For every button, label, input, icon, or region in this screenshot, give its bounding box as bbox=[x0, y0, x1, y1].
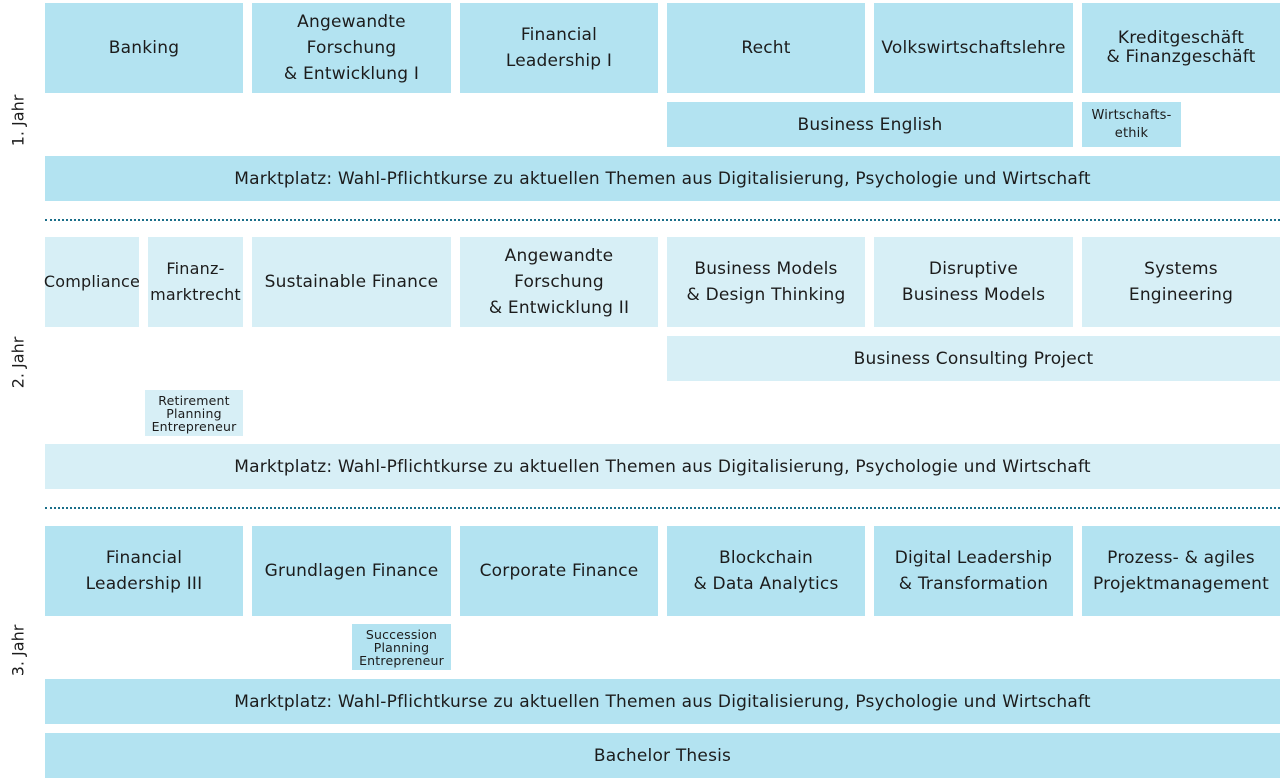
module-grundlagen-finance: Grundlagen Finance bbox=[252, 526, 451, 616]
module-sustainable-finance: Sustainable Finance bbox=[252, 237, 451, 327]
module-angewandte-forschung-2: Angewandte Forschung & Entwicklung II bbox=[460, 237, 658, 327]
module-financial-leadership-3: Financial Leadership III bbox=[45, 526, 243, 616]
module-wirtschaftsethik: Wirtschafts- ethik bbox=[1082, 102, 1181, 147]
module-angewandte-forschung-1: Angewandte Forschung & Entwicklung I bbox=[252, 3, 451, 93]
module-banking: Banking bbox=[45, 3, 243, 93]
marktplatz-year2: Marktplatz: Wahl-Pflichtkurse zu aktuellen Themen aus Digitalisierung, Psychologie und Wirtschaft bbox=[45, 444, 1280, 489]
marktplatz-year1: Marktplatz: Wahl-Pflichtkurse zu aktuellen Themen aus Digitalisierung, Psychologie und Wirtschaft bbox=[45, 156, 1280, 201]
module-finanzmarktrecht: Finanz- marktrecht bbox=[148, 237, 243, 327]
separator-1-2 bbox=[45, 219, 1280, 221]
module-business-consulting-project: Business Consulting Project bbox=[667, 336, 1280, 381]
marktplatz-year3: Marktplatz: Wahl-Pflichtkurse zu aktuellen Themen aus Digitalisierung, Psychologie und Wirtschaft bbox=[45, 679, 1280, 724]
module-kreditgeschaeft: Kreditgeschäft & Finanzgeschäft bbox=[1082, 3, 1280, 93]
module-retirement-planning: Retirement Planning Entrepreneur bbox=[145, 390, 243, 436]
module-succession-planning: Succession Planning Entrepreneur bbox=[352, 624, 451, 670]
module-business-models: Business Models & Design Thinking bbox=[667, 237, 865, 327]
year-label-1: 1. Jahr bbox=[8, 94, 28, 146]
module-volkswirtschaftslehre: Volkswirtschaftslehre bbox=[874, 3, 1073, 93]
module-digital-leadership: Digital Leadership & Transformation bbox=[874, 526, 1073, 616]
year-label-2: 2. Jahr bbox=[8, 336, 28, 388]
module-prozess-projektmanagement: Prozess- & agiles Projektmanagement bbox=[1082, 526, 1280, 616]
module-blockchain: Blockchain & Data Analytics bbox=[667, 526, 865, 616]
module-bachelor-thesis: Bachelor Thesis bbox=[45, 733, 1280, 778]
module-compliance: Compliance bbox=[45, 237, 139, 327]
module-business-english: Business English bbox=[667, 102, 1073, 147]
module-recht: Recht bbox=[667, 3, 865, 93]
module-corporate-finance: Corporate Finance bbox=[460, 526, 658, 616]
module-financial-leadership-1: Financial Leadership I bbox=[460, 3, 658, 93]
separator-2-3 bbox=[45, 507, 1280, 509]
year-label-3: 3. Jahr bbox=[8, 624, 28, 676]
module-systems-engineering: Systems Engineering bbox=[1082, 237, 1280, 327]
module-disruptive-business-models: Disruptive Business Models bbox=[874, 237, 1073, 327]
